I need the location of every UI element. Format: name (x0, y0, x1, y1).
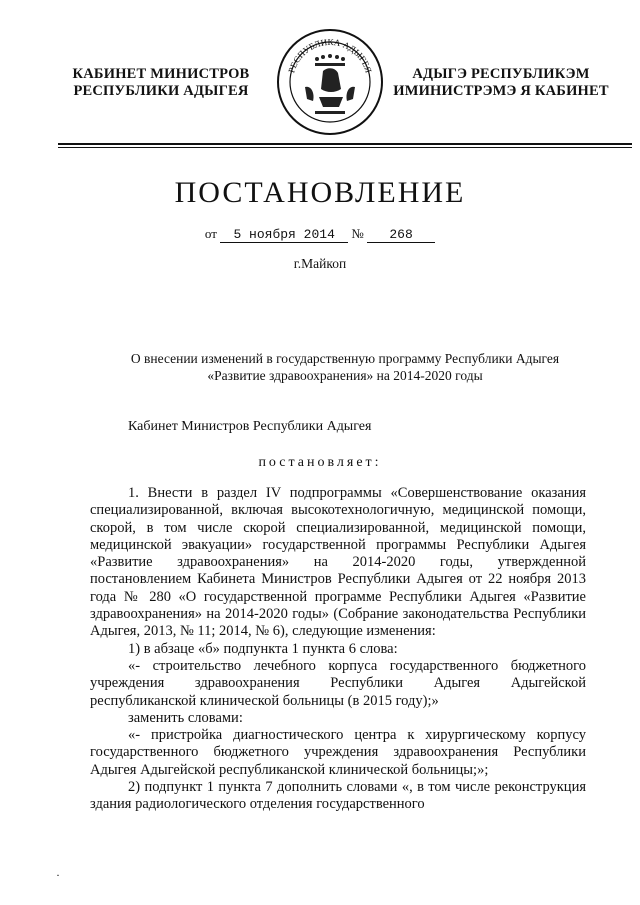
issuing-body: Кабинет Министров Республики Адыгея (128, 419, 372, 434)
header-left-line2: РЕСПУБЛИКИ АДЫГЕЯ (73, 83, 249, 99)
header-right-line2: ИМИНИСТРЭМЭ Я КАБИНЕТ (393, 83, 609, 99)
coat-of-arms-icon (275, 27, 385, 137)
document-body (90, 485, 586, 814)
body-paragraph-4: заменить словами: (128, 709, 243, 726)
body-paragraph-2: 1) в абзаце «б» подпункта 1 пункта 6 слова: (128, 640, 398, 657)
emblem-caption: РЕСПУБЛИКА АДЫГЕЯ (286, 36, 374, 75)
document-city: г.Майкоп (293, 256, 347, 271)
resolution-word: постановляет: (258, 455, 382, 470)
body-paragraph-1: 1. Внести в раздел IV подпрограммы «Совершенствование оказания специализированной, включая высокотехнологичную, медицинской помощи, скорой, в том числе скорой специализированной, медицинской помощи, медицинской эвакуации» государственной программы Республики Адыгея «Развитие здравоохранения» на 2014-2020 годы, утвержденной постановлением Кабинета Министров Республики Адыгея от 22 ноября 2013 года № 280 «О государственной программе Республики Адыгея «Развитие здравоохранения» на 2014-2020 годы» (Собрание законодательства Республики Адыгея, 2013, № 11; 2014, № 6), следующие изменения: (90, 485, 586, 640)
subject-line1: О внесении изменений в государственную программу Республики Адыгея (130, 351, 560, 366)
issuer-header-russian (66, 66, 256, 100)
document-number: 268 (367, 227, 435, 243)
date-number-line (0, 226, 640, 243)
scan-mark: · (56, 868, 60, 882)
subject-line2: «Развитие здравоохранения» на 2014-2020 годы (207, 368, 483, 383)
body-paragraph-5: «- пристройка диагностического центра к хирургическому корпусу государственного бюджетного учреждения здравоохранения Республики Адыгея Адыгейской республиканской клинической больницы;»; (90, 727, 586, 778)
document-date: 5 ноября 2014 (220, 227, 348, 243)
document-subject (60, 350, 630, 384)
header-divider-thick (58, 143, 632, 145)
body-paragraph-6: 2) подпункт 1 пункта 7 дополнить словами «, в том числе реконструкция здания радиологического отделения государственного (90, 779, 586, 813)
issuer-header-adyghe (386, 66, 616, 100)
header-left-line1: КАБИНЕТ МИНИСТРОВ (72, 66, 250, 82)
header-divider-thin (58, 147, 632, 148)
body-paragraph-3: «- строительство лечебного корпуса государственного бюджетного учреждения здравоохранения Республики Адыгея Адыгейской республиканской клинической больницы (в 2015 году);» (90, 657, 586, 709)
document-title: ПОСТАНОВЛЕНИЕ (174, 176, 466, 209)
number-prefix: № (351, 226, 364, 241)
date-prefix: от (204, 226, 217, 241)
header-right-line1: АДЫГЭ РЕСПУБЛИКЭМ (412, 66, 590, 82)
